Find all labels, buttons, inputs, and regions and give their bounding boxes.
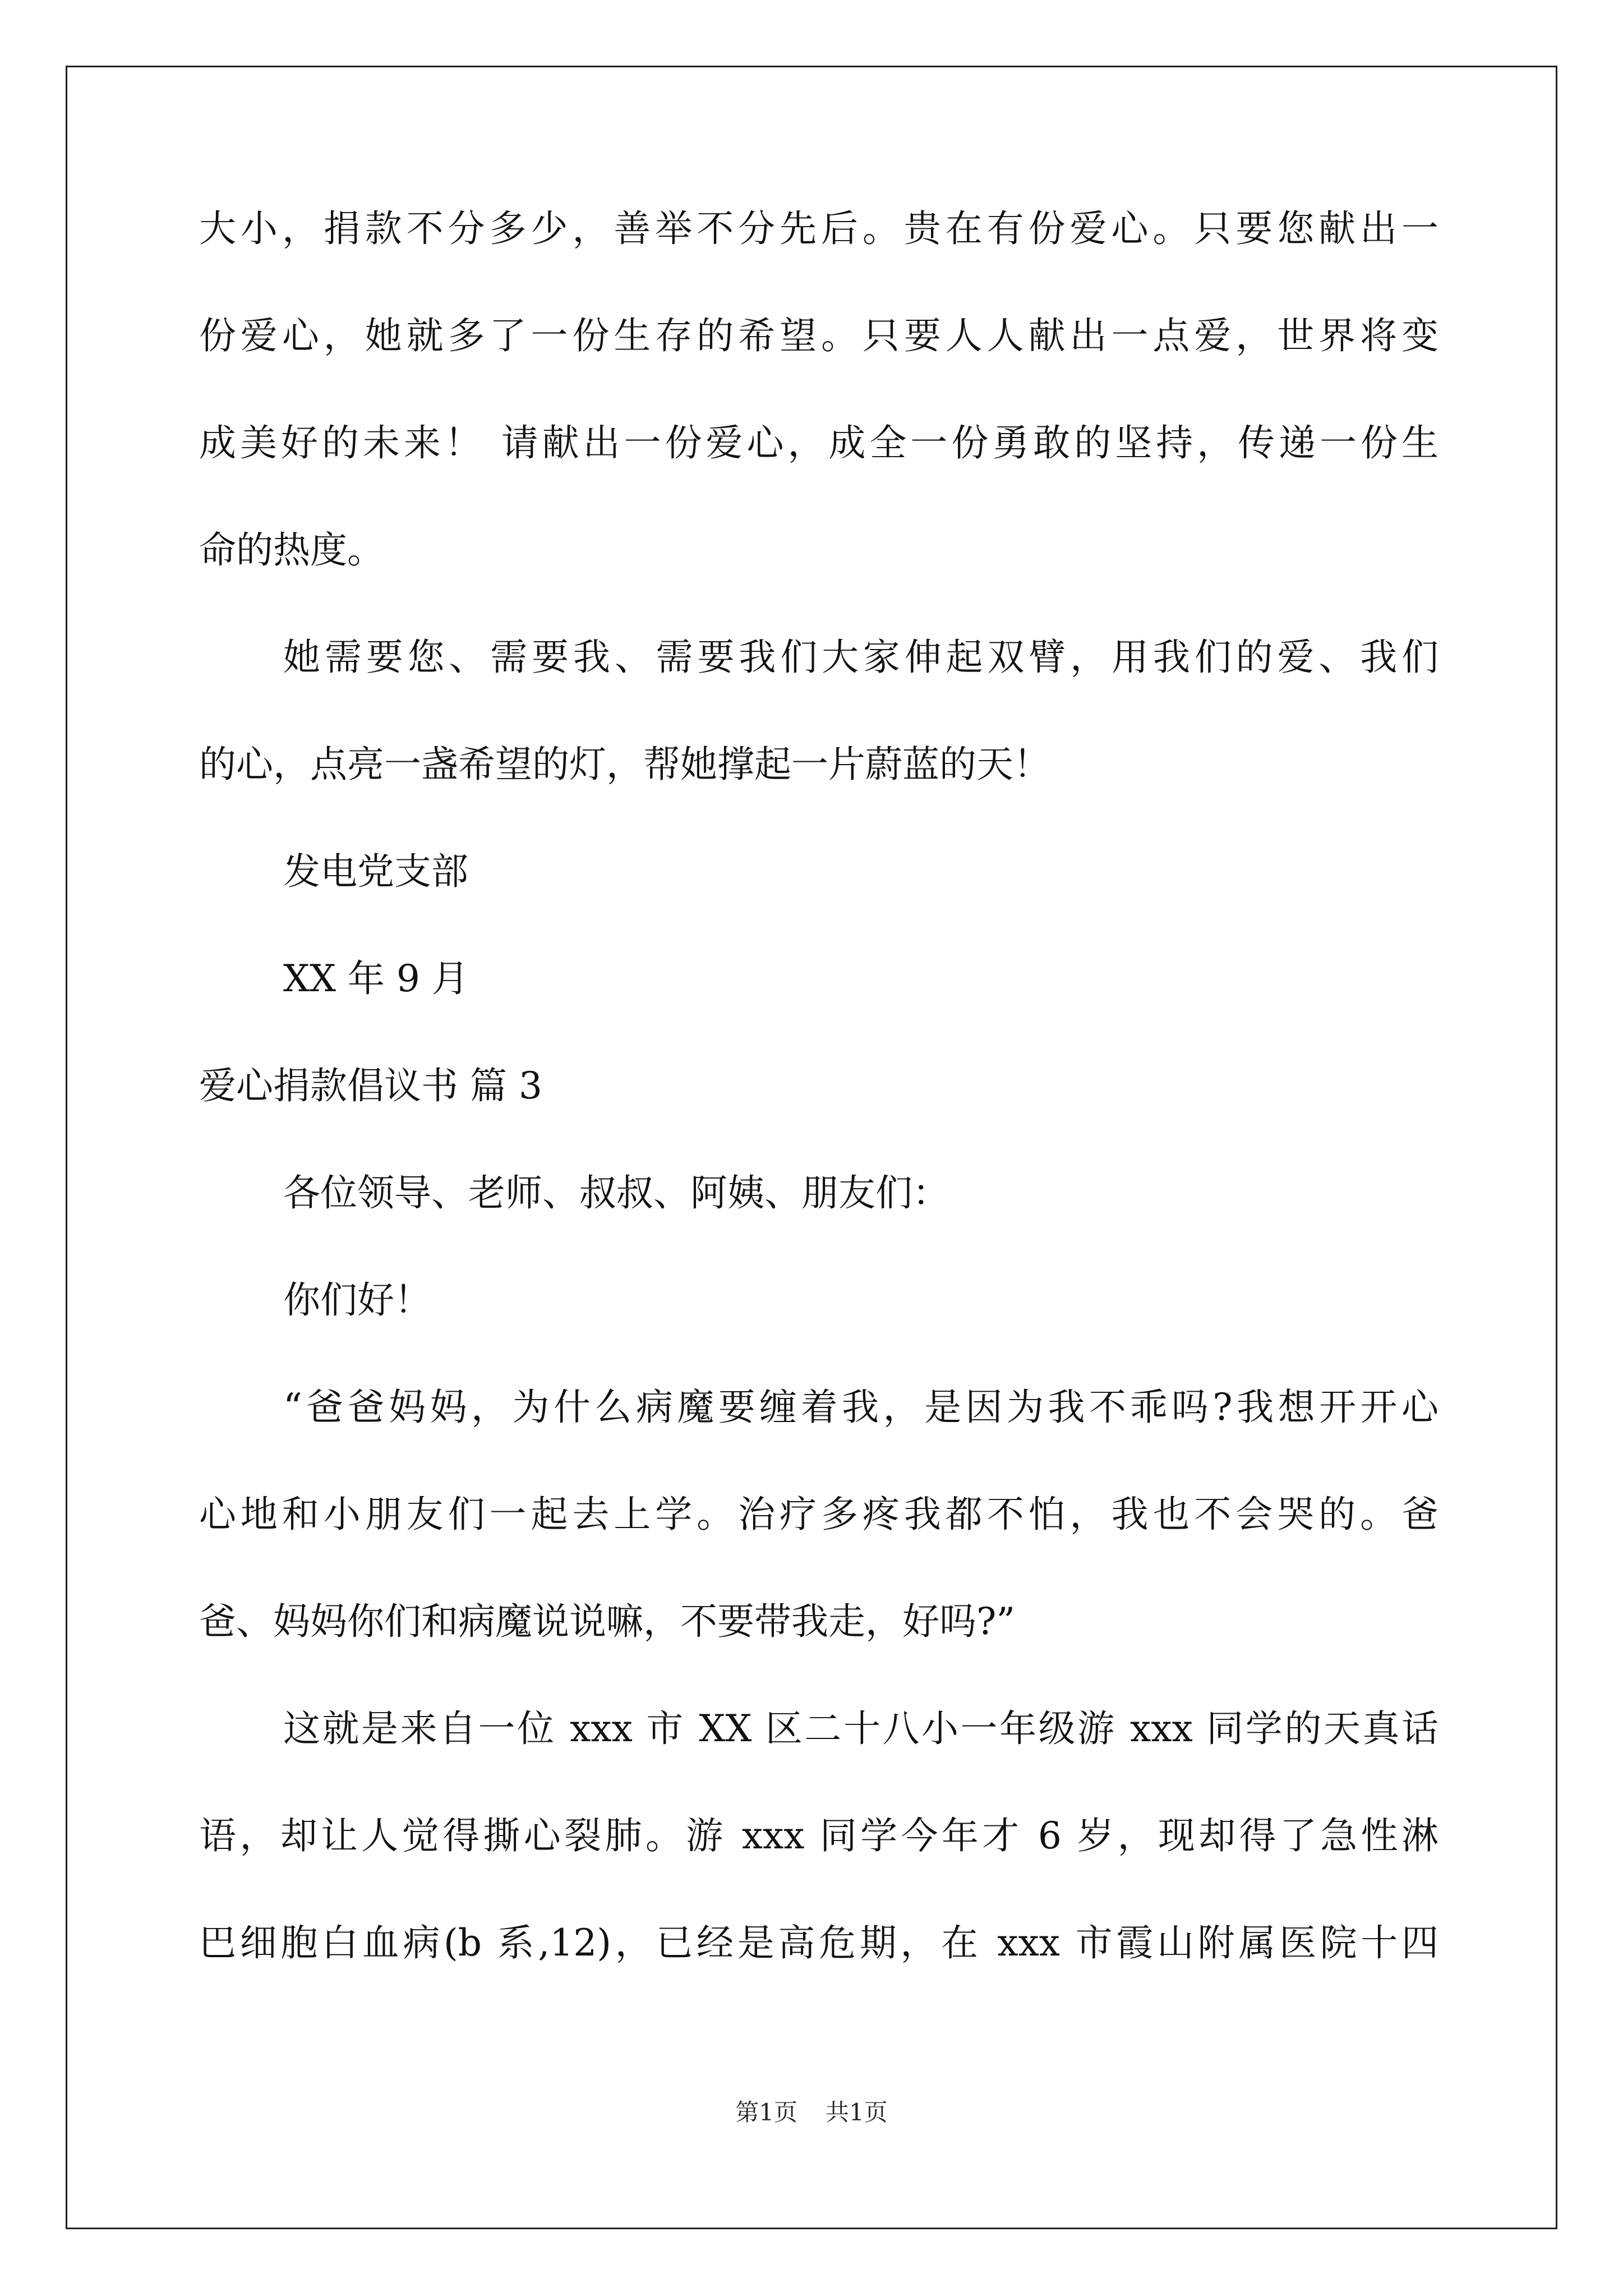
text-line: “爸爸妈妈，为什么病魔要缠着我，是因为我不乖吗?我想开开心 <box>283 1386 1438 1429</box>
text-line: 语，却让人觉得撕心裂肺。游 xxx 同学今年才 6 岁，现却得了急性淋 <box>199 1814 1438 1857</box>
text-line: 发电党支部 <box>283 850 468 893</box>
text-line: 心地和小朋友们一起去上学。治疗多疼我都不怕，我也不会哭的。爸 <box>199 1493 1438 1536</box>
text-line: 命的热度。 <box>199 528 384 572</box>
page-total: 共1页 <box>826 2099 888 2126</box>
text-line: 她需要您、需要我、需要我们大家伸起双臂，用我们的爱、我们 <box>283 636 1438 679</box>
text-line: 你们好！ <box>283 1278 431 1322</box>
text-line: XX 年 9 月 <box>283 957 469 1000</box>
text-line: 的心，点亮一盏希望的灯，帮她撑起一片蔚蓝的天！ <box>199 743 1050 786</box>
text-line: 这就是来自一位 xxx 市 XX 区二十八小一年级游 xxx 同学的天真话 <box>283 1707 1438 1750</box>
text-line: 份爱心，她就多了一份生存的希望。只要人人献出一点爱，世界将变 <box>199 314 1438 357</box>
page-footer <box>0 2097 1623 2128</box>
text-line: 各位领导、老师、叔叔、阿姨、朋友们： <box>283 1171 949 1214</box>
page-number: 第1页 <box>735 2099 797 2126</box>
text-line: 成美好的未来！ 请献出一份爱心，成全一份勇敢的坚持，传递一份生 <box>199 421 1438 464</box>
text-line: 爸、妈妈你们和病魔说说嘛，不要带我走，好吗?” <box>199 1600 1016 1643</box>
text-line: 巴细胞白血病(b 系,12)，已经是高危期，在 xxx 市霞山附属医院十四 <box>199 1921 1438 1964</box>
text-line: 大小，捐款不分多少，善举不分先后。贵在有份爱心。只要您献出一 <box>199 207 1438 250</box>
document-body <box>199 201 1438 2022</box>
text-line: 爱心捐款倡议书 篇 3 <box>199 1064 542 1107</box>
